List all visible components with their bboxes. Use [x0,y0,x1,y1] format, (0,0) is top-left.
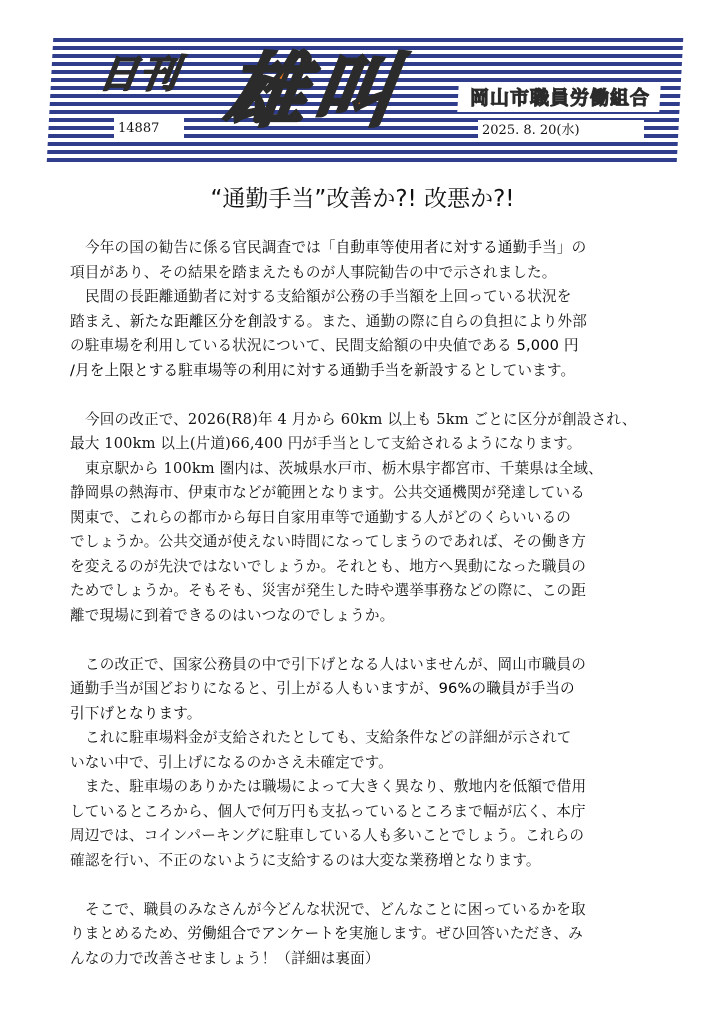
emphasis-text: 自動車等使用者に対する通勤手当 [335,239,557,256]
emphasis-text: 労働組合でアンケートを実施 [187,925,379,942]
emphasis-text: 引下げとなります。 [70,704,202,722]
body-line: これに駐車場料金が支給されたとしても、支給条件などの詳細が示されて [85,729,572,746]
body-line: また、駐車場のありかたは職場によって大きく異なり、敷地内を低額で借用 [85,778,587,795]
body-line: 関東で、これらの都市から毎日自家用車等で通勤する人がどのくらいいるの [70,508,571,526]
emphasis-text: 5,000 円 [516,337,579,354]
article-body [70,236,666,971]
body-line: 最大 100km 以上(片道)66,400 円が手当として支給されるようになります。 [70,435,582,452]
body-line: を変えるのが先決ではないでしょうか。それとも、地方へ異動になった職員の [70,557,587,575]
body-line: の駐車場を利用している状況について、民間支給額の中央値である 5,000 円 [70,337,579,354]
paragraph-gap [70,628,666,653]
body-line: いない中で、引上げになるのかさえ未確定です。 [70,753,393,771]
body-line [70,702,666,727]
emphasis-text: /月を上限とする駐車場等の利用に対する通勤手当を新設 [70,361,444,379]
emphasis-text: 新たな距離区分を創設 [129,312,278,330]
body-line: 通勤手当が国どおりになると、引上がる人もいますが、96%の職員が手当の [70,680,575,697]
union-name: 岡山市職員労働組合 [469,87,650,109]
article-headline: “通勤手当”改善か?! 改悪か?! [210,186,515,212]
body-line: でしょうか。公共交通が使えない時間になってしまうのであれば、その働き方 [70,533,587,550]
body-line: 今年の国の勧告に係る官民調査では「自動車等使用者に対する通勤手当」の [85,239,587,256]
body-line: 東京駅から 100km 圏内は、茨城県水戸市、栃木県宇都宮市、千葉県は全域、 [85,459,603,477]
body-line: しているところから、個人で何万円も支払っているところまで幅が広く、本庁 [70,802,586,820]
body-line: そこで、職員のみなさんが今どんな状況で、どんなことに困っているかを取 [85,900,586,918]
newsletter-brand-title: 雄叫 [219,45,409,138]
body-line: 確認を行い、不正のないように支給するのは大変な業務増となります。 [70,851,541,869]
body-line: 周辺では、コインパーキングに駐車している人も多いことでしょう。これらの [70,827,585,844]
body-line: 今回の改正で、2026(R8)年 4 月から 60km 以上も 5km ごとに区分が創設され、 [85,410,637,428]
body-line: 離で現場に到着できるのはいつなのでしょうか。 [70,606,395,624]
body-line: んなの力で改善させましょう！（詳細は裏面） [70,949,380,967]
issue-date: 2025. 8. 20(水) [482,123,580,138]
body-line: 民間の長距離通勤者に対する支給額が公務の手当額を上回っている状況を [85,288,572,305]
body-line: この改正で、国家公務員の中で引下げとなる人はいませんが、岡山市職員の [85,655,586,673]
paragraph-gap [70,383,666,408]
body-line: /月を上限とする駐車場等の利用に対する通勤手当を新設するとしています。 [70,361,576,379]
emphasis-text: 96%の職員が手当の [438,680,575,697]
body-line: 項目があり、その結果を踏まえたものが人事院勧告の中で示されました。 [70,263,557,281]
body-line: りまとめるため、労働組合でアンケートを実施します。ぜひ回答いただき、み [70,925,583,942]
body-line: 踏まえ、新たな距離区分を創設する。また、通勤の際に自らの負担により外部 [70,312,587,330]
body-line: 静岡県の熱海市、伊東市などが範囲となります。公共交通機関が発達している [70,484,585,501]
issue-number: 14887 [118,121,160,136]
newsletter-brand-small: 日刊 [96,52,184,96]
paragraph-gap [70,873,666,898]
body-line: ためでしょうか。そもそも、災害が発生した時や選挙事務などの際に、この距 [70,582,587,599]
